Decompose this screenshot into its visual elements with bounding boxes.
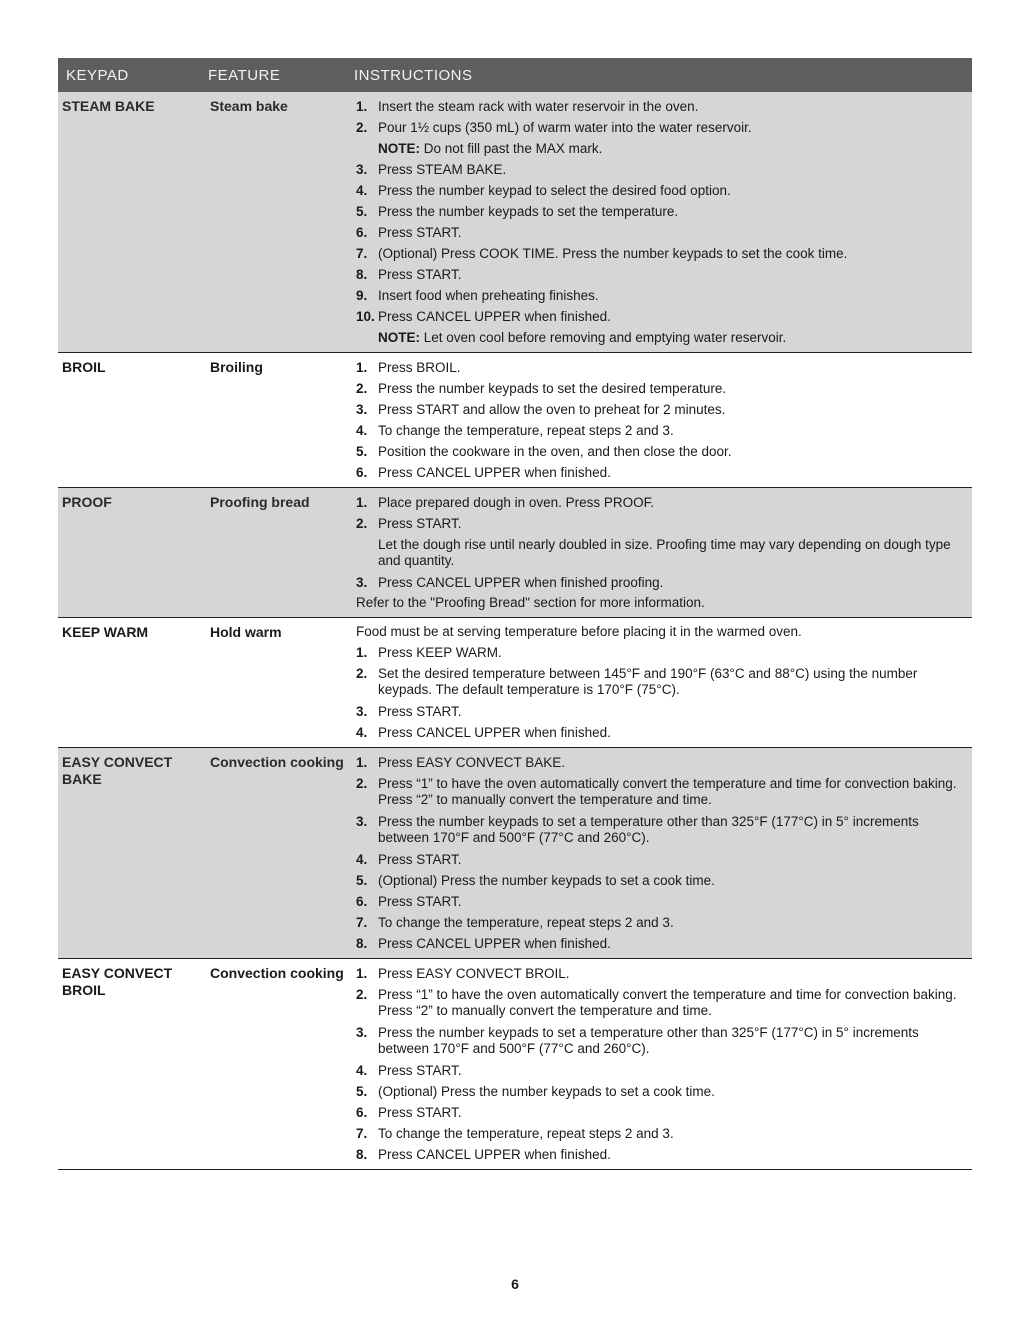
instructions-cell: [356, 488, 972, 617]
step-item: 7. To change the temperature, repeat steps 2 and 3.: [356, 1126, 674, 1141]
step-item: 1. Insert the steam rack with water reservoir in the oven.: [356, 99, 699, 114]
step-item: 10. Press CANCEL UPPER when finished.: [356, 309, 611, 324]
step-item: 3. Press STEAM BAKE.: [356, 162, 507, 177]
step-item: 4. Press START.: [356, 852, 462, 867]
step-item: 1. Press BROIL.: [356, 360, 461, 375]
feature-cell: Convection cooking: [210, 754, 344, 770]
feature-cell: Proofing bread: [210, 494, 310, 510]
header-instructions: INSTRUCTIONS: [354, 66, 473, 84]
step-item: 4. Press the number keypad to select the desired food option.: [356, 183, 731, 198]
step-item: 3. Press CANCEL UPPER when finished proofing.: [356, 575, 664, 590]
instructions-cell: [356, 748, 972, 958]
feature-cell: Convection cooking: [210, 965, 344, 981]
table-header: [58, 58, 972, 92]
table-row: [58, 959, 972, 1170]
step-item: 9. Insert food when preheating finishes.: [356, 288, 599, 303]
step-item: 2. Press “1” to have the oven automatically convert the temperature and time for convection baking. Press “2” to manually convert the temperature and time.: [356, 987, 957, 1018]
header-keypad: KEYPAD: [66, 66, 129, 84]
step-item: 1. Press KEEP WARM.: [356, 645, 502, 660]
feature-cell: Broiling: [210, 359, 263, 375]
step-item: 4. To change the temperature, repeat steps 2 and 3.: [356, 423, 674, 438]
step-item: 6. Press START.: [356, 894, 462, 909]
step-item: 3. Press the number keypads to set a temperature other than 325°F (177°C) in 5° increments between 170°F and 500°F (77°C and 260°C).: [356, 814, 919, 845]
table-row: [58, 92, 972, 353]
keypad-cell: EASY CONVECT BROIL: [62, 965, 173, 998]
note: NOTE: Let oven cool before removing and emptying water reservoir.: [378, 330, 787, 345]
step-item: 3. Press the number keypads to set a temperature other than 325°F (177°C) in 5° increments between 170°F and 500°F (77°C and 260°C).: [356, 1025, 919, 1056]
keypad-cell: PROOF: [62, 494, 112, 510]
step-item: 8. Press START.: [356, 267, 462, 282]
step-item: 3. Press START.: [356, 704, 462, 719]
step-item: 8. Press CANCEL UPPER when finished.: [356, 936, 611, 951]
instructions-cell: [356, 959, 972, 1169]
step-item: 7. To change the temperature, repeat steps 2 and 3.: [356, 915, 674, 930]
step-item: 3. Press START and allow the oven to preheat for 2 minutes.: [356, 402, 726, 417]
step-item: 5. (Optional) Press the number keypads to set a cook time.: [356, 873, 715, 888]
step-item: 2. Press START.: [356, 516, 462, 531]
step-item: 1. Press EASY CONVECT BROIL.: [356, 966, 570, 981]
step-item: 6. Press CANCEL UPPER when finished.: [356, 465, 611, 480]
keypad-cell: KEEP WARM: [62, 624, 149, 640]
table-row: [58, 748, 972, 959]
reference-note: Refer to the "Proofing Bread" section for more information.: [356, 595, 705, 610]
header-feature: FEATURE: [208, 66, 281, 84]
note: NOTE: Do not fill past the MAX mark.: [378, 141, 603, 156]
step-item: 8. Press CANCEL UPPER when finished.: [356, 1147, 611, 1162]
keypad-instructions-table: [58, 58, 972, 1170]
step-item: 4. Press CANCEL UPPER when finished.: [356, 725, 611, 740]
keypad-cell: STEAM BAKE: [62, 98, 155, 114]
table-row: [58, 618, 972, 748]
step-detail: Let the dough rise until nearly doubled in size. Proofing time may vary depending on dough type and quantity.: [378, 537, 951, 568]
step-item: 1. Place prepared dough in oven. Press PROOF.: [356, 495, 655, 510]
instructions-cell: [356, 92, 972, 352]
step-item: 6. Press START.: [356, 1105, 462, 1120]
step-item: 1. Press EASY CONVECT BAKE.: [356, 755, 566, 770]
step-item: 2. Press the number keypads to set the desired temperature.: [356, 381, 727, 396]
instructions-cell: [356, 353, 972, 487]
feature-cell: Hold warm: [210, 624, 282, 640]
step-item: 5. Position the cookware in the oven, and then close the door.: [356, 444, 732, 459]
keypad-cell: BROIL: [62, 359, 106, 375]
feature-cell: Steam bake: [210, 98, 288, 114]
step-item: 4. Press START.: [356, 1063, 462, 1078]
table-row: [58, 488, 972, 618]
step-item: 6. Press START.: [356, 225, 462, 240]
step-item: 2. Press “1” to have the oven automatically convert the temperature and time for convection baking. Press “2” to manually convert the temperature and time.: [356, 776, 957, 807]
step-item: 7. (Optional) Press COOK TIME. Press the number keypads to set the cook time.: [356, 246, 848, 261]
keypad-cell: EASY CONVECT BAKE: [62, 754, 173, 787]
intro-note: Food must be at serving temperature before placing it in the warmed oven.: [356, 624, 802, 639]
table-row: [58, 353, 972, 488]
step-item: 5. Press the number keypads to set the temperature.: [356, 204, 679, 219]
instructions-cell: [356, 618, 972, 747]
step-item: 2. Set the desired temperature between 145°F and 190°F (63°C and 88°C) using the number keypads. The default temperature is 170°F (75°C).: [356, 666, 918, 697]
step-item: 5. (Optional) Press the number keypads to set a cook time.: [356, 1084, 715, 1099]
step-item: 2. Pour 1½ cups (350 mL) of warm water into the water reservoir.: [356, 120, 752, 135]
page-number: 6: [511, 1276, 519, 1292]
